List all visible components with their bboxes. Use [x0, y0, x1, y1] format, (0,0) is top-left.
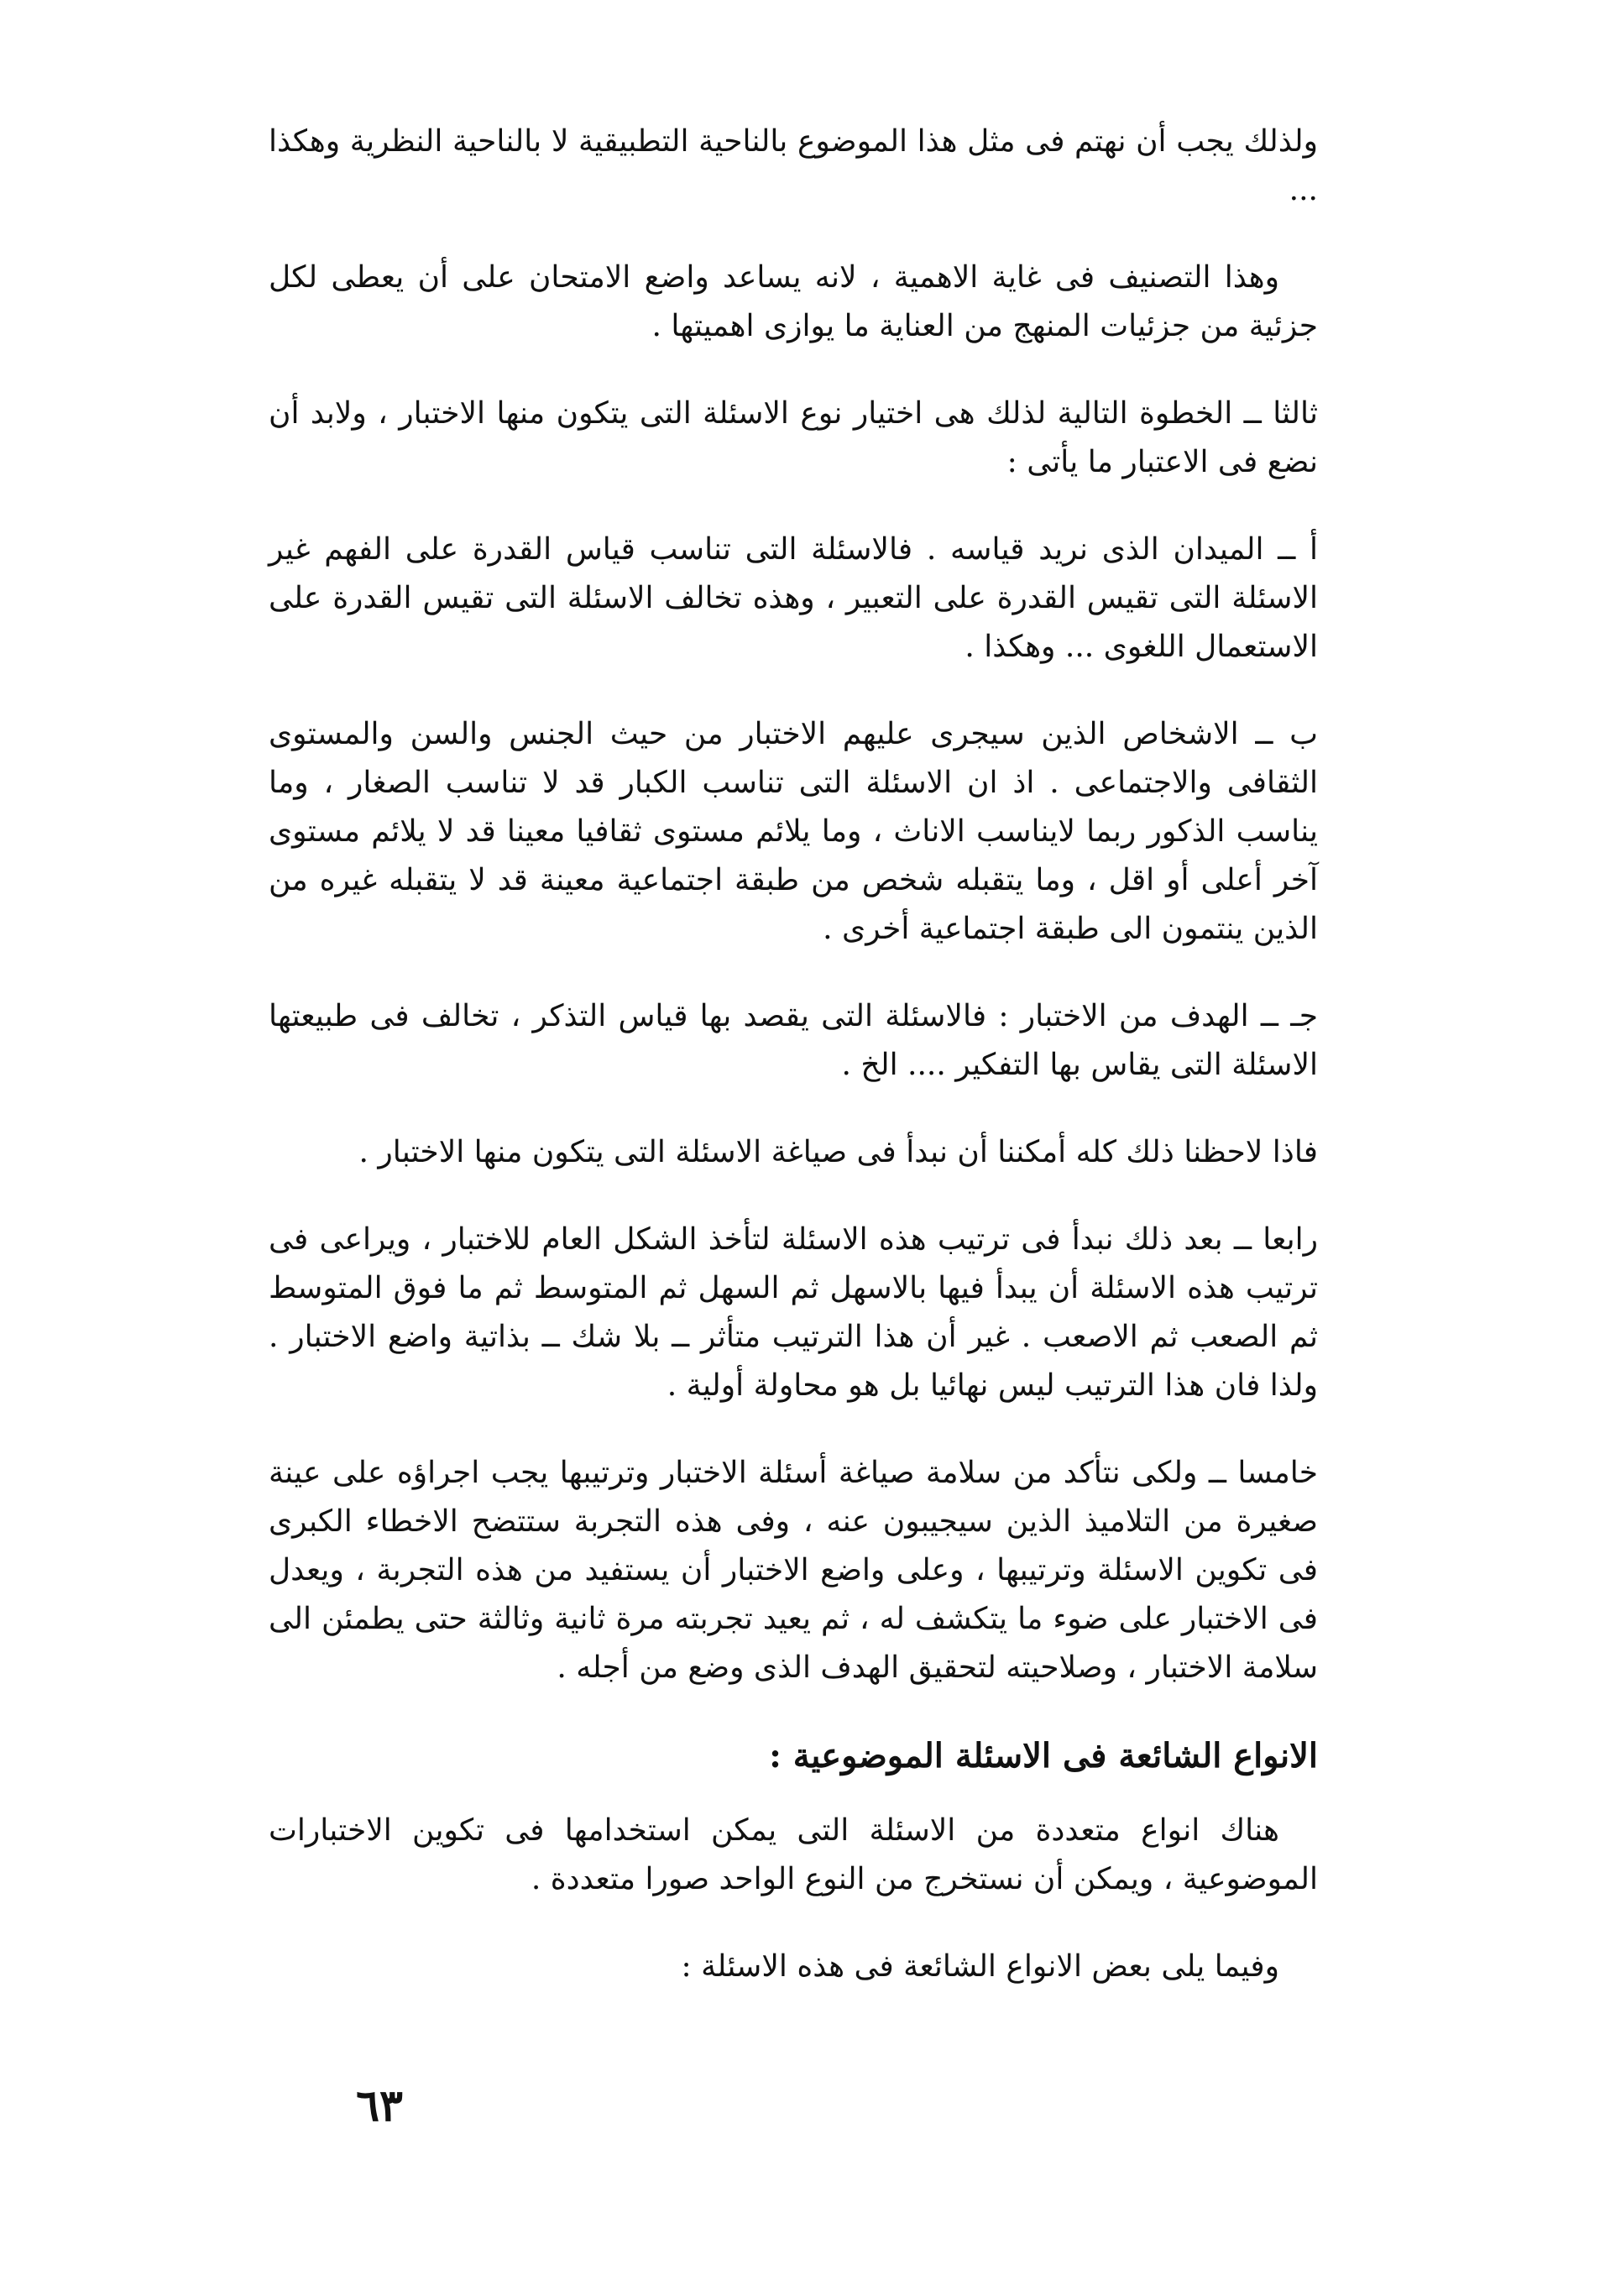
document-page [269, 118, 1318, 2267]
paragraph-types-list-intro: وفيما يلى بعض الانواع الشائعة فى هذه الاسئلة : [681, 1949, 1279, 1984]
paragraph-item-b: ب ــ الاشخاص الذين سيجرى عليهم الاختبار من حيث الجنس والسن والمستوى الثقافى والاجتماعى . اذ ان الاسئلة التى تناسب الكبار قد لا تناسب الصغار ، وما يناسب الذكور ربما لايناسب الاناث ، وما يلائم مستوى ثقافيا معينا قد لا يلائم مستوى آخر أعلى أو اقل ، وما يتقبله شخص من طبقة اجتماعية معينة قد لا يتقبله غيره من الذين ينتمون الى طبقة اجتماعية أخرى . [269, 717, 1318, 946]
section-heading: الانواع الشائعة فى الاسئلة الموضوعية : [769, 1736, 1318, 1776]
paragraph-fifth-step: خامسا ــ ولكى نتأكد من سلامة صياغة أسئلة الاختبار وترتيبها يجب اجراؤه على عينة صغيرة من التلاميذ الذين سيجيبون عنه ، وفى هذه التجربة ستتضح الاخطاء الكبرى فى تكوين الاسئلة وترتيبها ، وعلى واضع الاختبار أن يستفيد من هذه التجربة ، ويعدل فى الاختبار على ضوء ما يتكشف له ، ثم يعيد تجربته مرة ثانية وثالثة حتى يطمئن الى سلامة الاختبار ، وصلاحيته لتحقيق الهدف الذى وضع من أجله . [269, 1456, 1318, 1685]
paragraph-third-step: ثالثا ــ الخطوة التالية لذلك هى اختيار نوع الاسئلة التى يتكون منها الاختبار ، ولابد أن نضع فى الاعتبار ما يأتى : [269, 396, 1318, 479]
paragraph-item-a: أ ــ الميدان الذى نريد قياسه . فالاسئلة التى تناسب قياس القدرة على الفهم غير الاسئلة التى تقيس القدرة على التعبير ، وهذه تخالف الاسئلة التى تقيس القدرة على الاستعمال اللغوى ... وهكذا . [269, 532, 1318, 664]
paragraph-types-intro: هناك انواع متعددة من الاسئلة التى يمكن استخدامها فى تكوين الاختبارات الموضوعية ، ويمكن أن نستخرج من النوع الواحد صورا متعددة . [269, 1813, 1318, 1896]
paragraph-drafting: فاذا لاحظنا ذلك كله أمكننا أن نبدأ فى صياغة الاسئلة التى يتكون منها الاختبار . [358, 1135, 1318, 1169]
paragraph-practical-aspect: ولذلك يجب أن نهتم فى مثل هذا الموضوع بالناحية التطبيقية لا بالناحية النظرية وهكذا ... [269, 124, 1318, 207]
paragraph-fourth-step: رابعا ــ بعد ذلك نبدأ فى ترتيب هذه الاسئلة لتأخذ الشكل العام للاختبار ، ويراعى فى ترتيب هذه الاسئلة أن يبدأ فيها بالاسهل ثم السهل ثم المتوسط ثم ما فوق المتوسط ثم الصعب ثم الاصعب . غير أن هذا الترتيب متأثر ــ بلا شك ــ بذاتية واضع الاختبار . ولذا فان هذا الترتيب ليس نهائيا بل هو محاولة أولية . [269, 1222, 1318, 1403]
paragraph-classification: وهذا التصنيف فى غاية الاهمية ، لانه يساعد واضع الامتحان على أن يعطى لكل جزئية من جزئيات المنهج من العناية ما يوازى اهميتها . [269, 260, 1318, 343]
page-number: ٦٣ [356, 2080, 403, 2131]
paragraph-item-c: جـ ــ الهدف من الاختبار : فالاسئلة التى يقصد بها قياس التذكر ، تخالف فى طبيعتها الاسئلة التى يقاس بها التفكير .... الخ . [269, 999, 1318, 1082]
